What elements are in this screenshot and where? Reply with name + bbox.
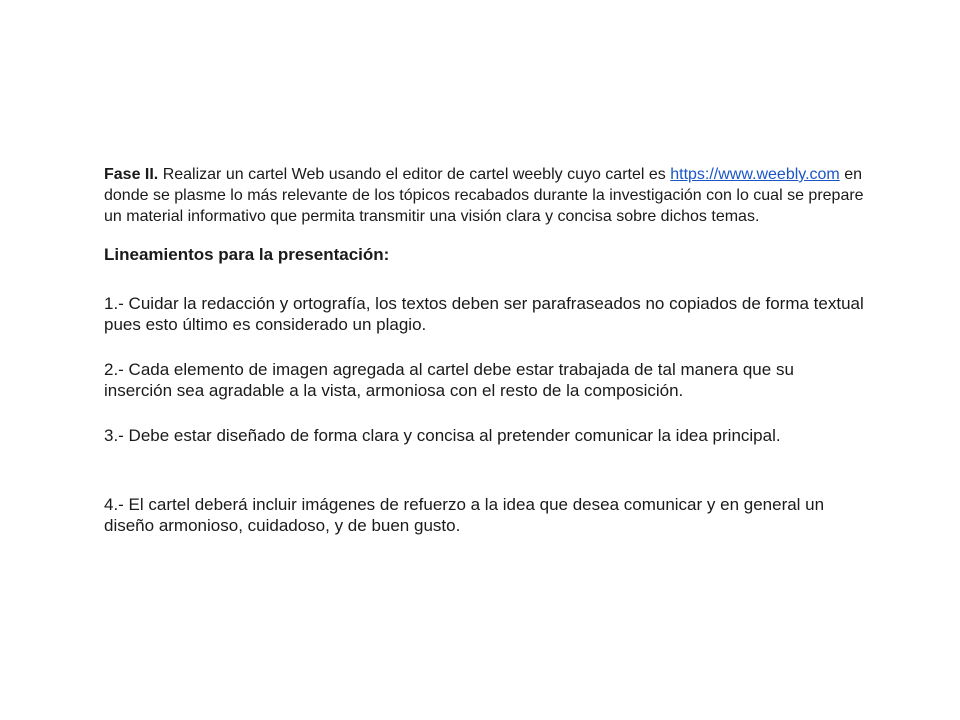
guidelines-heading: Lineamientos para la presentación: xyxy=(104,245,390,264)
weebly-link[interactable]: https://www.weebly.com xyxy=(670,166,840,183)
guideline-item-4: 4.- El cartel deberá incluir imágenes de refuerzo a la idea que desea comunicar y en general un diseño armonioso, cuidadoso, y de buen gusto. xyxy=(104,495,825,535)
intro-paragraph xyxy=(104,164,864,227)
guideline-item-2: 2.- Cada elemento de imagen agregada al cartel debe estar trabajada de tal manera que su inserción sea agradable a la vista, armoniosa con el resto de la composición. xyxy=(104,360,794,400)
intro-text-after-link: en donde se plasme lo más relevante de los tópicos recabados durante la investigación con lo cual se prepare un material informativo que permita transmitir una visión clara y concisa sobre dichos temas. xyxy=(104,166,864,225)
guideline-item-1: 1.- Cuidar la redacción y ortografía, los textos deben ser parafraseados no copiados de forma textual pues esto último es considerado un plagio. xyxy=(104,294,864,334)
phase-label: Fase II. xyxy=(104,166,159,183)
slide-content xyxy=(104,164,864,536)
intro-text-before-link: Realizar un cartel Web usando el editor de cartel weebly cuyo cartel es xyxy=(158,166,671,183)
guideline-item-3: 3.- Debe estar diseñado de forma clara y concisa al pretender comunicar la idea principal. xyxy=(104,426,781,445)
